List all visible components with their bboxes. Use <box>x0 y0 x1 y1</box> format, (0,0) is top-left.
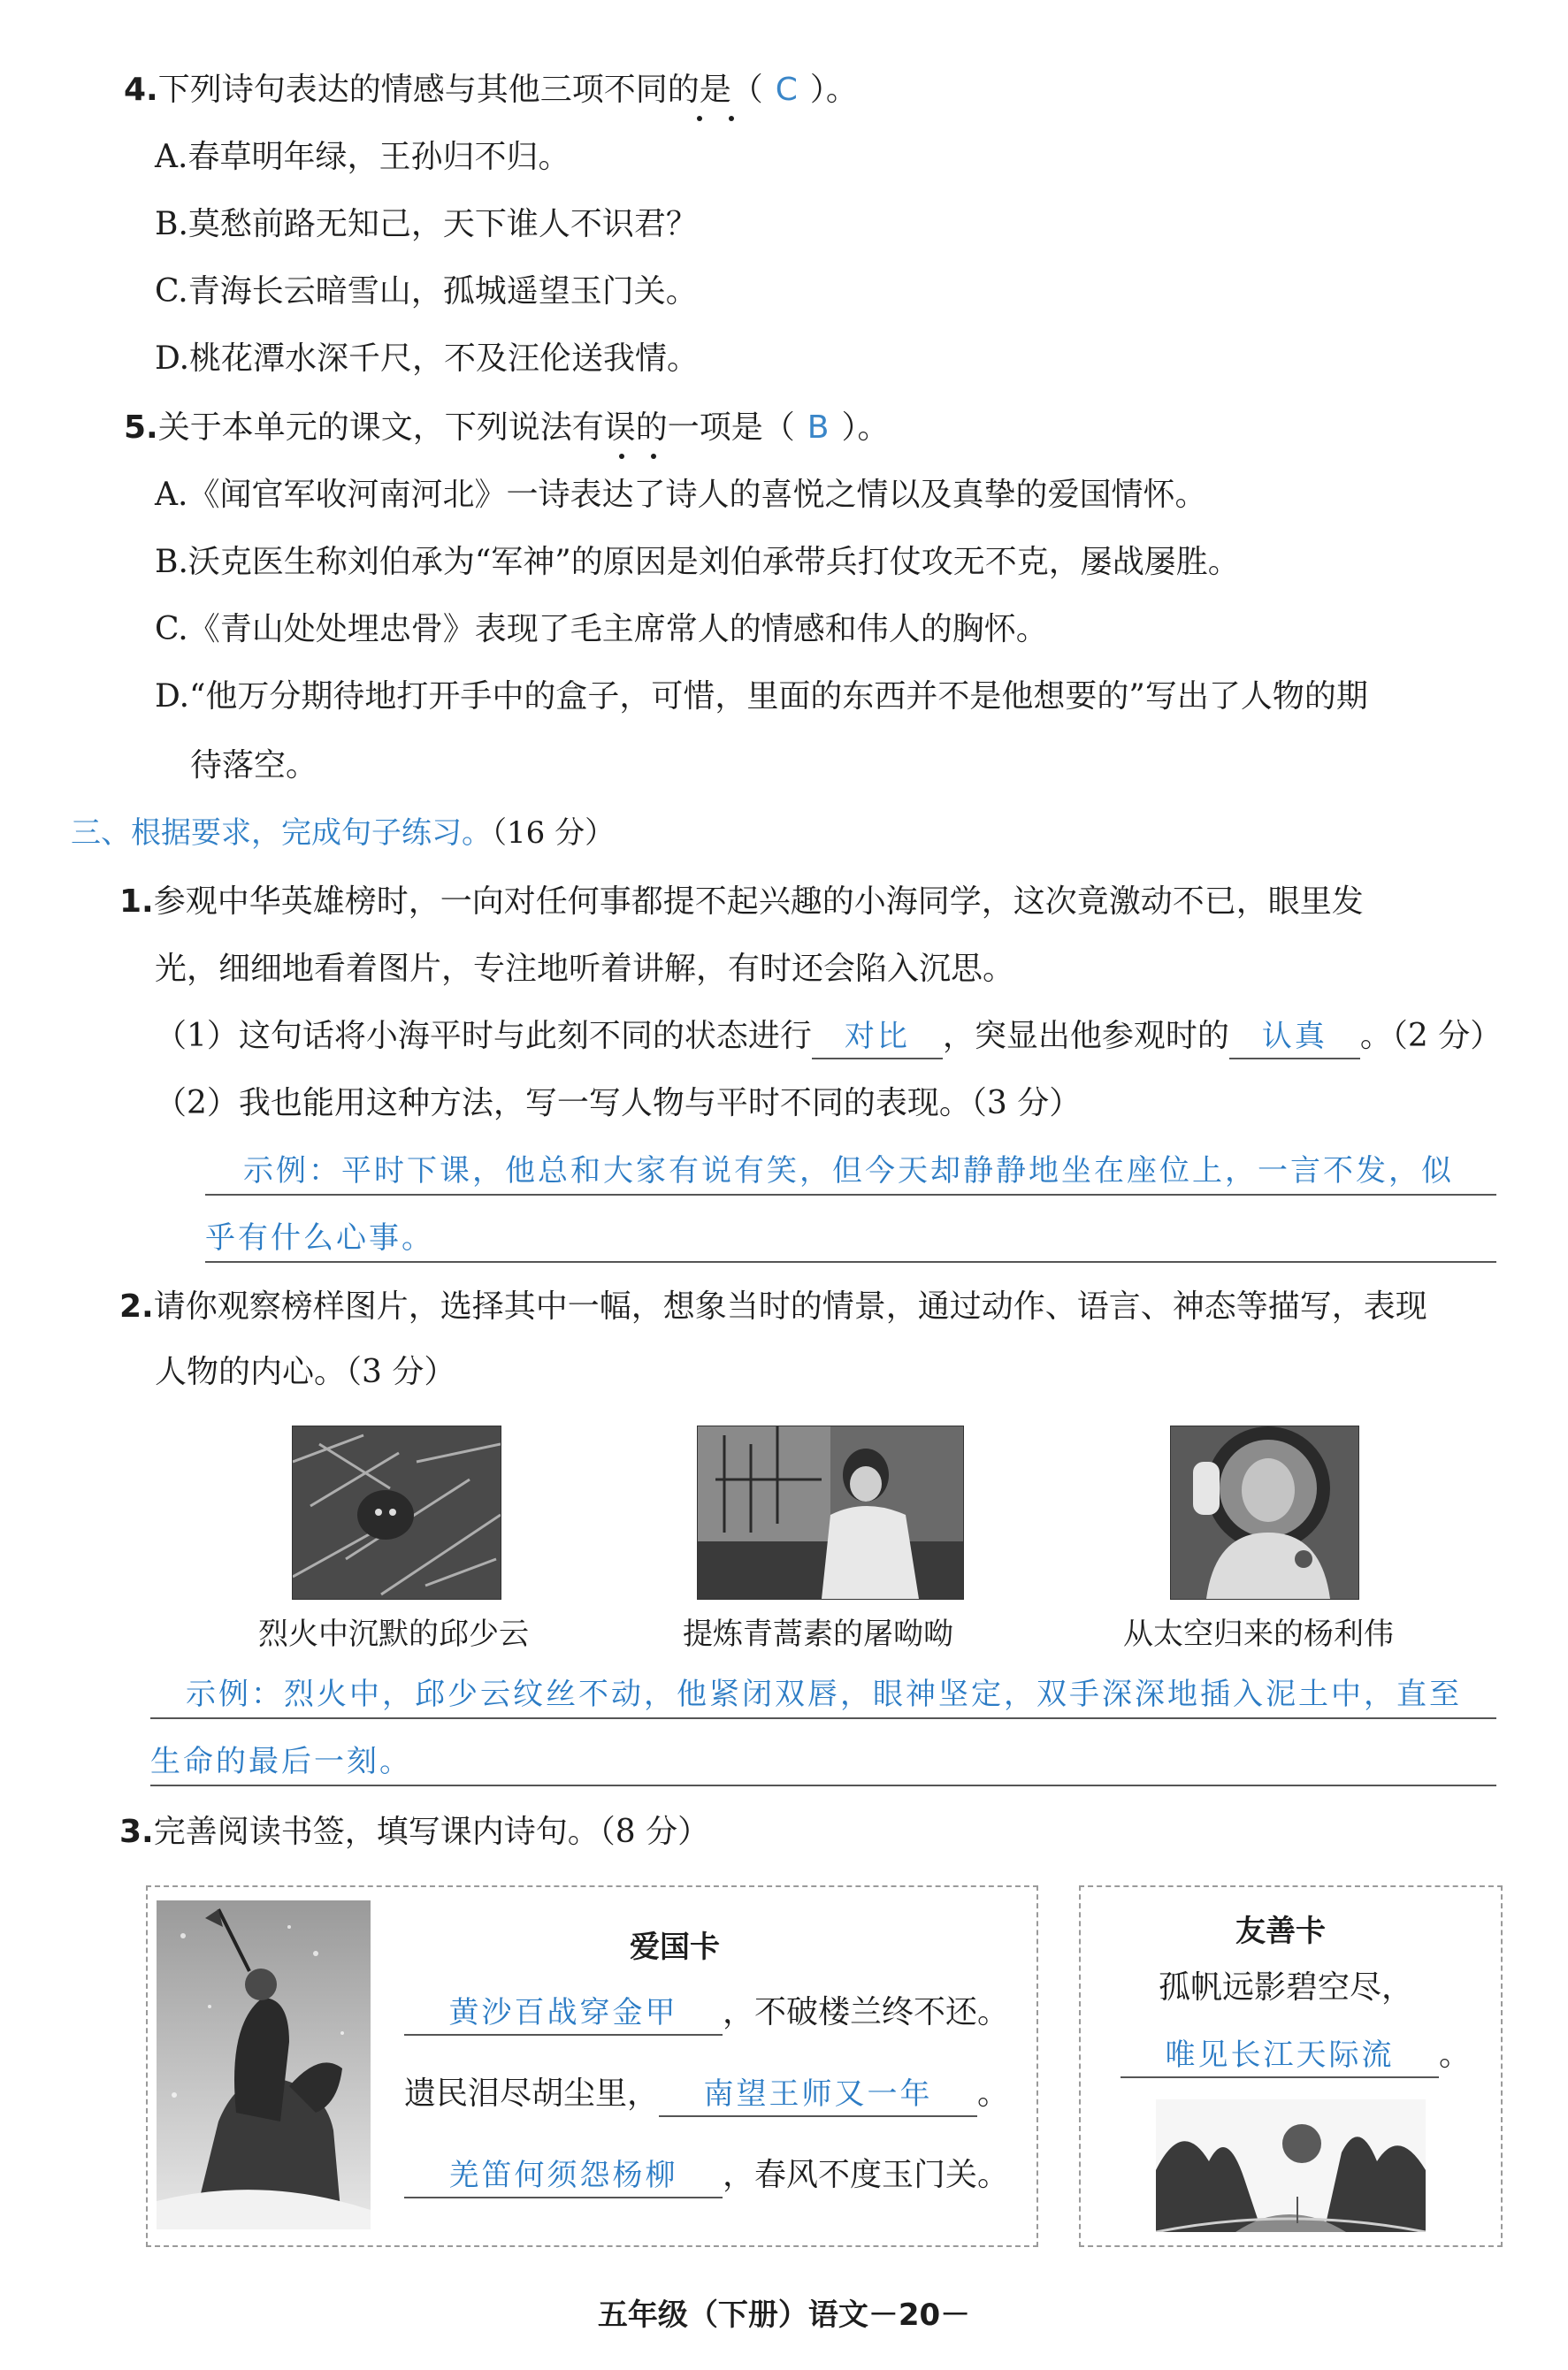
card1-line2: 遗民泪尽胡尘里， 南望王师又一年 。 <box>404 2075 1009 2114</box>
card2-line1: 孤帆远影碧空尽， <box>1159 1969 1414 2006</box>
q5-option-a: A.《闻官军收河南河北》一诗表达了诗人的喜悦之情以及真挚的爱国情怀。 <box>155 477 1207 513</box>
card2-blank[interactable]: 唯见长江天际流 <box>1121 2036 1439 2075</box>
card1-blank1[interactable]: 黄沙百战穿金甲 <box>404 1993 723 2032</box>
bookmark-card-friendship <box>1079 1885 1503 2247</box>
s1-blank1[interactable]: 对比 <box>812 1017 943 1056</box>
s1-text-line1: 1.参观中华英雄榜时，一向对任何事都提不起兴趣的小海同学，这次竟激动不已，眼里发 <box>119 883 1364 920</box>
caption-2: 提炼青蒿素的屠呦呦 <box>683 1617 953 1652</box>
photo-tu-youyou <box>697 1426 964 1600</box>
q5-stem: 5.关于本单元的课文，下列说法有误的一项是（ B ）。 <box>124 409 890 446</box>
card2-line2: 唯见长江天际流 。 <box>1121 2036 1471 2075</box>
q4-option-b: B.莫愁前路无知己，天下谁人不识君？ <box>155 206 698 242</box>
general-on-horse-illustration <box>157 1900 371 2229</box>
answer-rule <box>150 1717 1496 1719</box>
card1-title: 爱国卡 <box>630 1930 720 1965</box>
s1-text-line2: 光，细细地看着图片，专注地听着讲解，有时还会陷入沉思。 <box>155 951 1015 987</box>
answer-rule <box>205 1194 1496 1196</box>
q5-number: 5. <box>124 409 158 446</box>
s1-answer-line1: 示例：平时下课，他总和大家有说有笑，但今天却静静地坐在座位上，一言不发，似 <box>243 1153 1454 1189</box>
s2-answer-line2: 生命的最后一刻。 <box>150 1744 412 1779</box>
q4-option-a: A.春草明年绿，王孙归不归。 <box>155 139 570 175</box>
emphasis-dot <box>697 116 702 121</box>
card1-blank2[interactable]: 南望王师又一年 <box>659 2075 977 2114</box>
photo-yang-liwei <box>1170 1426 1359 1600</box>
emphasis-dot <box>651 454 656 459</box>
s2-answer-line1: 示例：烈火中，邱少云纹丝不动，他紧闭双唇，眼神坚定，双手深深地插入泥土中，直至 <box>186 1677 1462 1712</box>
s1-sub1: （1）这句话将小海平时与此刻不同的状态进行 对比 ，突显出他参观时的 认真 。（2 分） <box>155 1017 1502 1056</box>
q5-option-c: C.《青山处处埋忠骨》表现了毛主席常人的情感和伟人的胸怀。 <box>155 611 1048 647</box>
emphasis-dot <box>619 454 624 459</box>
q4-answer: C <box>775 72 798 108</box>
q5-option-d-cont: 待落空。 <box>190 747 318 784</box>
q5-option-d: D.“他万分期待地打开手中的盒子，可惜，里面的东西并不是他想要的”写出了人物的期 <box>155 678 1368 715</box>
q4-option-c: C.青海长云暗雪山，孤城遥望玉门关。 <box>155 273 698 310</box>
bookmark-card-patriotic <box>146 1885 1038 2247</box>
s3-text: 3.完善阅读书签，填写课内诗句。（8 分） <box>119 1814 710 1850</box>
s2-text-line1: 2.请你观察榜样图片，选择其中一幅，想象当时的情景，通过动作、语言、神态等描写，表现 <box>119 1288 1427 1325</box>
mountain-river-illustration <box>1156 2099 1426 2232</box>
q4-option-d: D.桃花潭水深千尺，不及汪伦送我情。 <box>155 340 700 377</box>
q4-number: 4. <box>124 72 158 108</box>
s1-sub2: （2）我也能用这种方法，写一写人物与平时不同的表现。（3 分） <box>155 1085 1082 1121</box>
card1-blank3[interactable]: 羌笛何须怨杨柳 <box>404 2156 723 2195</box>
answer-rule <box>150 1785 1496 1786</box>
s2-text-line2: 人物的内心。（3 分） <box>155 1354 456 1390</box>
emphasis-dot <box>729 116 734 121</box>
caption-1: 烈火中沉默的邱少云 <box>258 1617 529 1652</box>
q5-answer: B <box>807 409 830 446</box>
q4-stem: 4.下列诗句表达的情感与其他三项不同的是（ C ）。 <box>124 72 858 108</box>
s1-blank2[interactable]: 认真 <box>1229 1017 1360 1056</box>
s1-answer-line2: 乎有什么心事。 <box>205 1220 434 1256</box>
q5-emphasis: 有误 <box>571 409 636 446</box>
answer-rule <box>205 1261 1496 1263</box>
caption-3: 从太空归来的杨利伟 <box>1123 1617 1394 1652</box>
card1-line1: 黄沙百战穿金甲 ，不破楼兰终不还。 <box>404 1993 1009 2032</box>
card1-line3: 羌笛何须怨杨柳 ，春风不度玉门关。 <box>404 2156 1009 2195</box>
q5-option-b: B.沃克医生称刘伯承为“军神”的原因是刘伯承带兵打仗攻无不克，屡战屡胜。 <box>155 544 1240 580</box>
page-footer: 五年级（下册）语文－20－ <box>597 2297 971 2333</box>
photo-qiu-shaoyun <box>292 1426 501 1600</box>
q4-emphasis: 不同 <box>603 72 668 108</box>
section-title: 三、根据要求，完成句子练习。（16 分） <box>71 815 616 851</box>
card2-title: 友善卡 <box>1235 1914 1326 1949</box>
